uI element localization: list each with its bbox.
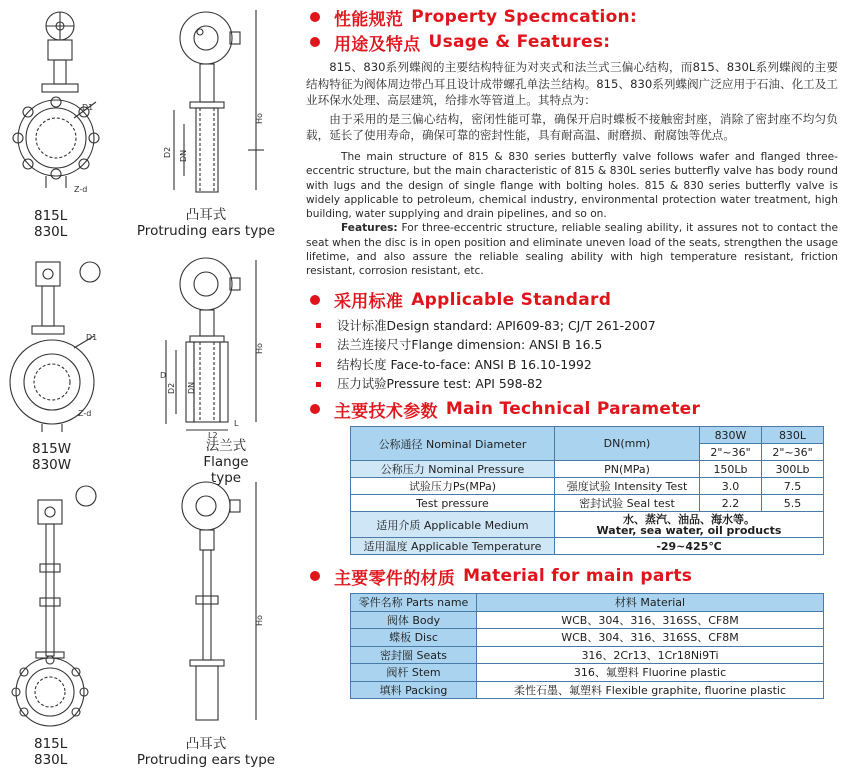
model-label-1 <box>34 208 67 240</box>
table-cell: 强度试验 Intensity Test <box>555 478 700 495</box>
model-label-b: 830L <box>34 752 68 768</box>
medium-en: Water, sea water, oil products <box>596 523 782 537</box>
svg-text:DN: DN <box>179 149 188 162</box>
usage-paragraph-cn-1: 815、830系列蝶阀的主要结构特征为对夹式和法兰式三偏心结构，而815、830L系列蝶阀的主要结构特征为阀体周边带凸耳且设计成带螺孔单法兰结构。815、830系列蝶阀广泛应用于石油、化工及工业环保水处理、高层建筑，给排水等管道上。其特点为： <box>306 60 838 108</box>
section-title-material <box>306 565 838 587</box>
table-cell: 316、2Cr13、1Cr18Ni9Ti <box>477 646 824 664</box>
bullet-dot-icon <box>310 12 320 22</box>
table-row <box>351 461 824 478</box>
section-title-cn: 主要零件的材质 <box>334 568 456 589</box>
drawings-column <box>0 0 300 779</box>
square-bullet-icon <box>316 343 321 348</box>
table-cell: 密封试验 Seal test <box>555 495 700 512</box>
svg-text:D2: D2 <box>167 382 176 394</box>
type-caption-en: Protruding ears type <box>136 223 276 239</box>
type-caption-en: Flange type <box>203 454 249 486</box>
section-title-technical <box>306 398 838 420</box>
section-title-property <box>306 6 838 28</box>
model-label-a: 815L <box>34 736 68 752</box>
table-cell: 830L <box>762 427 824 444</box>
table-cell: WCB、304、316、316SS、CF8M <box>477 629 824 647</box>
svg-text:Ho: Ho <box>255 113 264 124</box>
table-cell: 2"~36" <box>762 444 824 461</box>
section-title-en: Usage & Features: <box>428 32 611 52</box>
table-cell: 密封圈 Seats <box>351 646 477 664</box>
svg-text:D2: D2 <box>163 146 172 158</box>
bullet-dot-icon <box>310 295 320 305</box>
standards-list <box>306 316 838 394</box>
table-row <box>351 681 824 699</box>
table-cell: 阀体 Body <box>351 611 477 629</box>
svg-text:D: D <box>160 371 167 380</box>
table-cell: 2"~36" <box>700 444 762 461</box>
section-title-cn: 用途及特点 <box>334 34 421 55</box>
table-cell: 7.5 <box>762 478 824 495</box>
table-row <box>351 611 824 629</box>
type-caption-cn: 凸耳式 <box>185 736 227 752</box>
table-cell: 2.2 <box>700 495 762 512</box>
table-cell: 阀杆 Stem <box>351 664 477 682</box>
table-cell: 适用温度 Applicable Temperature <box>351 538 555 555</box>
model-label-2 <box>32 441 71 473</box>
table-cell: 830W <box>700 427 762 444</box>
table-cell: 316、氟塑料 Fluorine plastic <box>477 664 824 682</box>
model-label-b: 830W <box>32 457 72 473</box>
list-item <box>306 335 838 355</box>
section-title-en: Main Technical Parameter <box>445 399 701 420</box>
section-title-en: Applicable Standard <box>411 289 612 310</box>
svg-text:D1: D1 <box>82 103 94 112</box>
table-cell: 试验压力Ps(MPa) <box>351 478 555 495</box>
section-title-cn: 性能规范 <box>334 9 404 30</box>
type-caption-cn: 凸耳式 <box>185 207 227 223</box>
square-bullet-icon <box>316 323 321 328</box>
table-cell: 300Lb <box>762 461 824 478</box>
list-item <box>306 316 838 336</box>
list-item <box>306 374 838 394</box>
table-cell: 蝶板 Disc <box>351 629 477 647</box>
svg-text:Z-d: Z-d <box>74 185 88 194</box>
technical-parameter-table <box>350 426 824 555</box>
table-cell: 公称通径 Nominal Diameter <box>351 427 555 461</box>
table-cell: 填料 Packing <box>351 681 477 699</box>
standard-text: 法兰连接尺寸Flange dimension: ANSI B 16.5 <box>337 337 603 353</box>
svg-text:Z-d: Z-d <box>78 409 92 418</box>
section-title-standard <box>306 289 838 311</box>
table-cell: -29~425℃ <box>555 538 824 555</box>
content-column <box>306 6 838 699</box>
table-cell: 柔性石墨、氟塑料 Flexible graphite, fluorine plastic <box>477 681 824 699</box>
model-label-3 <box>34 736 67 768</box>
table-cell: WCB、304、316、316SS、CF8M <box>477 611 824 629</box>
model-label-b: 830L <box>34 224 68 240</box>
material-table <box>350 593 824 699</box>
table-cell: Test pressure <box>351 495 555 512</box>
type-caption-cn: 法兰式 <box>205 438 247 454</box>
table-cell <box>555 512 824 538</box>
table-header: 零件名称 Parts name <box>351 594 477 612</box>
svg-text:DN: DN <box>187 381 196 394</box>
usage-paragraph-en-2 <box>306 221 838 278</box>
valve-front-view-lug-top <box>6 6 102 202</box>
svg-text:Ho: Ho <box>255 343 264 354</box>
table-row <box>351 427 824 444</box>
table-row <box>351 646 824 664</box>
table-row <box>351 594 824 612</box>
section-title-en: Property Specmcation: <box>411 7 638 27</box>
usage-paragraph-cn-2: 由于采用的是三偏心结构，密闭性能可靠，确保开启时蝶板不接触密封座，消除了密封座不均匀负载，延长了使用寿命，确保可靠的密封性能，具有耐高温、耐磨损、耐腐蚀等优点。 <box>306 111 838 143</box>
section-title-usage <box>306 31 838 53</box>
table-cell: 150Lb <box>700 461 762 478</box>
model-label-a: 815W <box>32 441 72 457</box>
square-bullet-icon <box>316 382 321 387</box>
table-row <box>351 512 824 538</box>
standard-text: 压力试验Pressure test: API 598-82 <box>337 376 543 392</box>
table-cell: DN(mm) <box>555 427 700 461</box>
table-row <box>351 664 824 682</box>
valve-side-view-lug-top <box>160 6 280 206</box>
section-title-cn: 采用标准 <box>334 292 404 313</box>
medium-cn: 水、蒸汽、油品、海水等。 <box>623 512 755 526</box>
features-text: For three-eccentric structure, reliable sealing ability, it assures not to contact the seat when the disc is in open position and eliminate uneven load of the seats, strengthen the usage lifetime, and also assure the reliable sealing ability with high temperature resistant, friction resistant, corrosion resistant, etc. <box>306 222 838 278</box>
usage-paragraph-en-1: The main structure of 815 & 830 series butterfly valve follows wafer and flanged three-eccentric structure, but the main characteristic of 815 & 830L series butterfly valve has body round with lugs and the design of single flange with bolting holes. 815 & 830 series butterfly valve is widely applicable to petroleum, chemical industry, environmental protection water treatment, high building, water supplying and drain pipelines, and so on. <box>306 150 838 221</box>
list-item <box>306 355 838 375</box>
svg-text:D1: D1 <box>86 333 98 342</box>
table-row <box>351 629 824 647</box>
square-bullet-icon <box>316 362 321 367</box>
standard-text: 结构长度 Face-to-face: ANSI B 16.10-1992 <box>337 356 592 372</box>
valve-side-view-lug-extended <box>160 476 280 732</box>
valve-side-view-flange <box>160 254 280 438</box>
svg-text:L2: L2 <box>208 431 218 438</box>
table-cell: PN(MPa) <box>555 461 700 478</box>
type-caption-3 <box>132 736 280 768</box>
features-label: Features: <box>340 222 398 235</box>
table-header: 材料 Material <box>477 594 824 612</box>
table-cell: 5.5 <box>762 495 824 512</box>
table-cell: 3.0 <box>700 478 762 495</box>
bullet-dot-icon <box>310 571 320 581</box>
table-row <box>351 495 824 512</box>
standard-text: 设计标准Design standard: API609-83; CJ/T 261-2007 <box>337 317 656 333</box>
valve-front-view-flange <box>6 256 102 452</box>
model-label-a: 815L <box>34 208 68 224</box>
section-title-cn: 主要技术参数 <box>334 401 438 422</box>
svg-text:Ho: Ho <box>255 615 264 626</box>
type-caption-1 <box>132 207 280 239</box>
table-row <box>351 478 824 495</box>
bullet-dot-icon <box>310 37 320 47</box>
table-row <box>351 538 824 555</box>
section-title-en: Material for main parts <box>463 566 693 587</box>
valve-front-view-lug-extended <box>6 476 102 732</box>
table-cell: 公称压力 Nominal Pressure <box>351 461 555 478</box>
svg-text:L: L <box>234 419 239 428</box>
bullet-dot-icon <box>310 404 320 414</box>
table-cell: 适用介质 Applicable Medium <box>351 512 555 538</box>
type-caption-en: Protruding ears type <box>136 752 276 768</box>
